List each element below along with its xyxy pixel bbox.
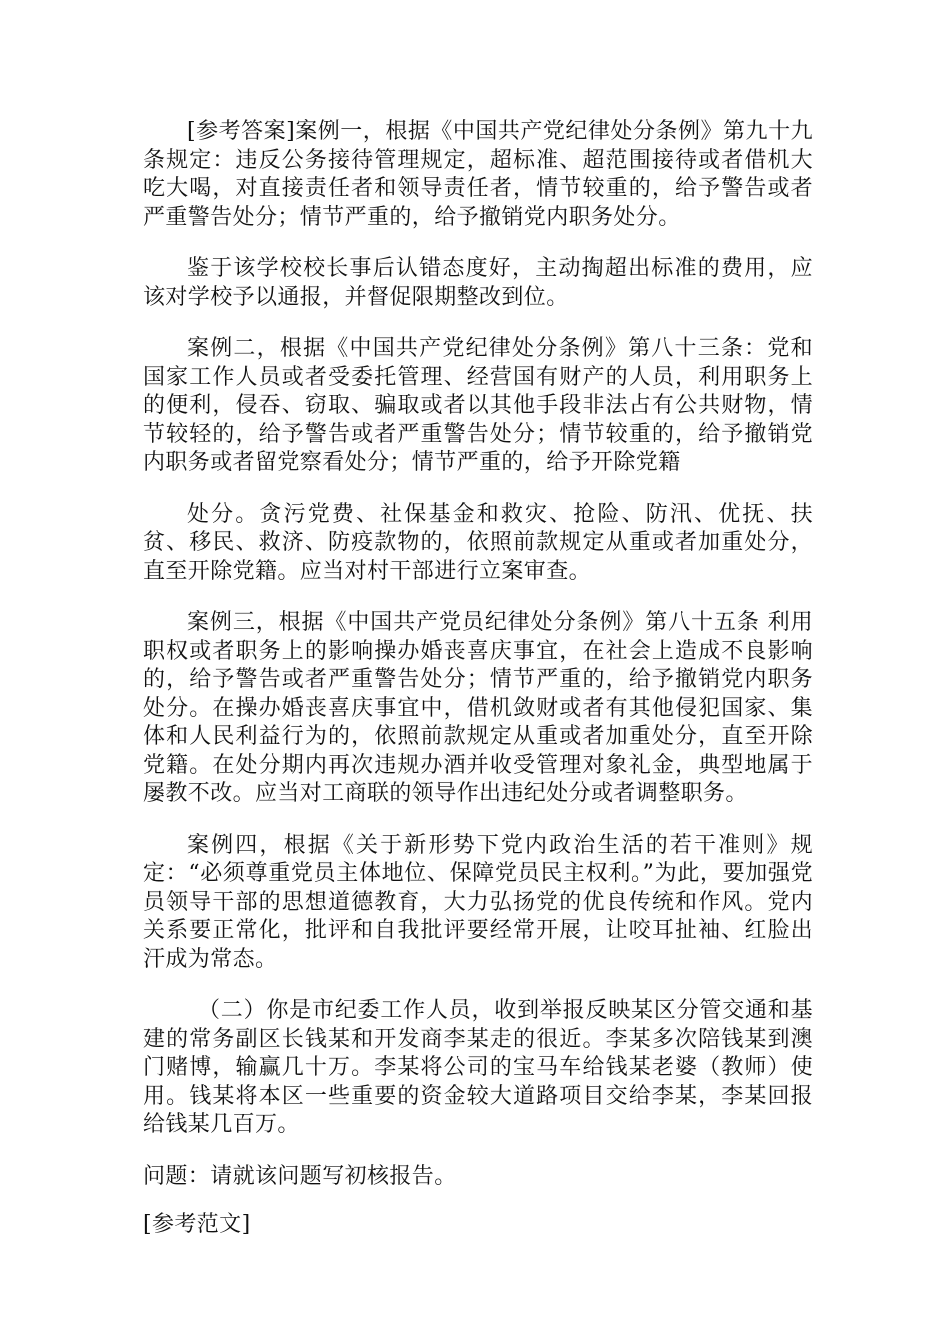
question-two-scenario: （二）你是市纪委工作人员，收到举报反映某区分管交通和基建的常务副区长钱某和开发商李某走的很近。李某多次陪钱某到澳门赌博，输赢几十万。李某将公司的宝马车给钱某老婆（教师）使用。钱某将本区一些重要的资金较大道路项目交给李某，李某回报给钱某几百万。 bbox=[143, 998, 813, 1137]
answer-case-two: 案例二，根据《中国共产党纪律处分条例》第八十三条：党和国家工作人员或者受委托管理、经营国有财产的人员，利用职务上的便利，侵吞、窃取、骗取或者以其他手段非法占有公共财物，情节较轻的，给予警告或者严重警告处分；情节较重的，给予撤销党内职务或者留党察看处分；情节严重的，给予开除党籍 bbox=[143, 336, 813, 475]
paragraph-school-principal: 鉴于该学校校长事后认错态度好，主动掏超出标准的费用，应该对学校予以通报，并督促限期整改到位。 bbox=[143, 256, 813, 310]
answer-case-four: 案例四，根据《关于新形势下党内政治生活的若干准则》规定：“必须尊重党员主体地位、保障党员民主权利。”为此，要加强党员领导干部的思想道德教育，大力弘扬党的优良传统和作风。党内关系要正常化，批评和自我批评要经常开展，让咬耳扯袖、红脸出汗成为常态。 bbox=[143, 832, 813, 972]
reference-sample-heading: [参考范文] bbox=[143, 1212, 251, 1237]
answer-case-three: 案例三，根据《中国共产党员纪律处分条例》第八十五条 利用职权或者职务上的影响操办婚丧喜庆事宜，在社会上造成不良影响的，给予警告或者严重警告处分；情节严重的，给予撤销党内职务处分。在操办婚丧喜庆事宜中，借机敛财或者有其他侵犯国家、集体和人民利益行为的，依照前款规定从重或者加重处分，直至开除党籍。在处分期内再次违规办酒并收受管理对象礼金，典型地属于屡教不改。应当对工商联的领导作出违纪处分或者调整职务。 bbox=[143, 610, 813, 806]
paragraph-embezzlement-continued: 处分。贪污党费、社保基金和救灾、抢险、防汛、优抚、扶贫、移民、救济、防疫款物的，依照前款规定从重或者加重处分，直至开除党籍。应当对村干部进行立案审查。 bbox=[143, 501, 813, 584]
document-body bbox=[143, 118, 813, 1240]
answer-case-one: [参考答案]案例一，根据《中国共产党纪律处分条例》第九十九条规定：违反公务接待管理规定，超标准、超范围接待或者借机大吃大喝，对直接责任者和领导责任者，情节较重的，给予警告或者严重警告处分；情节严重的，给予撤销党内职务处分。 bbox=[143, 119, 813, 230]
question-prompt: 问题：请就该问题写初核报告。 bbox=[143, 1163, 457, 1189]
